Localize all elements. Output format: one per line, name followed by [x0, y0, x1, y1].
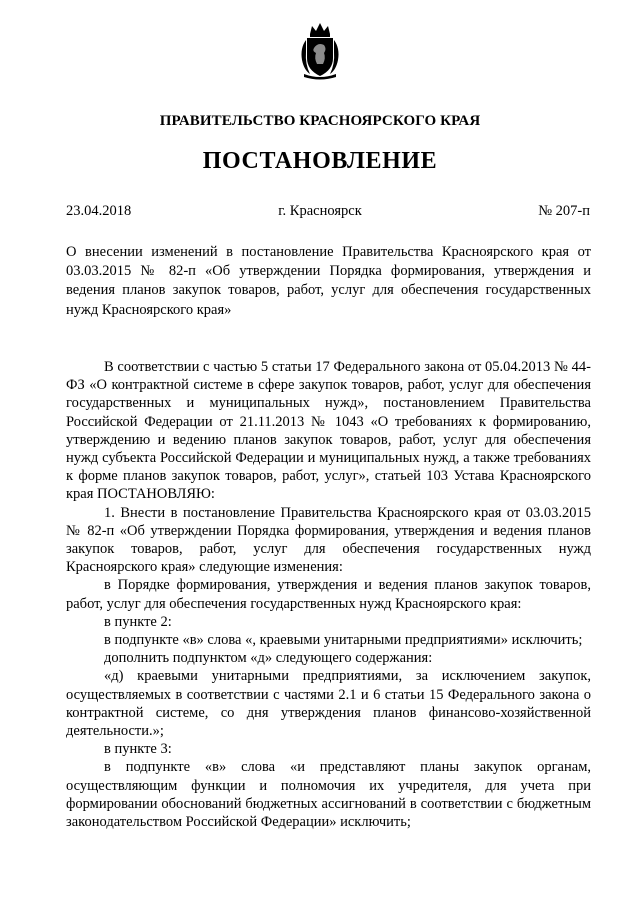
document-date: 23.04.2018	[66, 203, 132, 219]
document-number: № 207-п	[538, 203, 590, 219]
paragraph: 1. Внести в постановление Правительства Красноярского края от 03.03.2015 № 82-п «Об утверждении Порядка формирования, утверждения и ведения планов закупок товаров, работ, услуг для обеспечения государственных нужд Красноярского края» следующие изменения:	[66, 504, 591, 576]
coat-of-arms-emblem	[296, 20, 344, 80]
paragraph: в Порядке формирования, утверждения и ведения планов закупок товаров, работ, услуг для обеспечения государственных нужд Красноярского края:	[66, 577, 591, 612]
paragraph: дополнить подпунктом «д» следующего содержания:	[104, 650, 433, 667]
paragraph: «д) краевыми унитарными предприятиями, за исключением закупок, осуществляемых в соответствии с частями 2.1 и 6 статьи 15 Федерального закона о контрактной системе, со дня утверждения планов финансово-хозяйственной деятельности.»;	[66, 668, 591, 740]
paragraph: в пункте 2:	[104, 613, 172, 630]
paragraph: в пункте 3:	[104, 741, 172, 758]
document-body	[66, 358, 591, 831]
paragraph: в подпункте «в» слова «, краевыми унитарными предприятиями» исключить;	[104, 632, 583, 649]
document-type: ПОСТАНОВЛЕНИЕ	[202, 148, 438, 174]
organization-name: ПРАВИТЕЛЬСТВО КРАСНОЯРСКОГО КРАЯ	[159, 113, 481, 129]
paragraph: В соответствии с частью 5 статьи 17 Федерального закона от 05.04.2013 № 44-ФЗ «О контрактной системе в сфере закупок товаров, работ, услуг для обеспечения государственных и муниципальных нужд», постановлением Правительства Российской Федерации от 21.11.2013 № 1043 «О требованиях к формированию, утверждению и ведению планов закупок товаров, работ, услуг для обеспечения нужд субъекта Российской Федерации и муниципальных нужд, а также требованиях к форме планов закупок товаров, работ, услуг», статьей 103 Устава Красноярского края ПОСТАНОВЛЯЮ:	[66, 359, 591, 503]
paragraph: в подпункте «в» слова «и представляют планы закупок органам, осуществляющим функции и полномочия их учредителя, для учета при формировании обоснований бюджетных ассигнований в соответствии с бюджетным законодательством Российской Федерации» исключить;	[66, 759, 591, 831]
document-title: О внесении изменений в постановление Правительства Красноярского края от 03.03.2015 № 82-п «Об утверждении Порядка формирования, утверждения и ведения планов закупок товаров, работ, услуг для обеспечения государственных нужд Красноярского края»	[66, 244, 591, 318]
document-city: г. Красноярск	[278, 203, 362, 219]
